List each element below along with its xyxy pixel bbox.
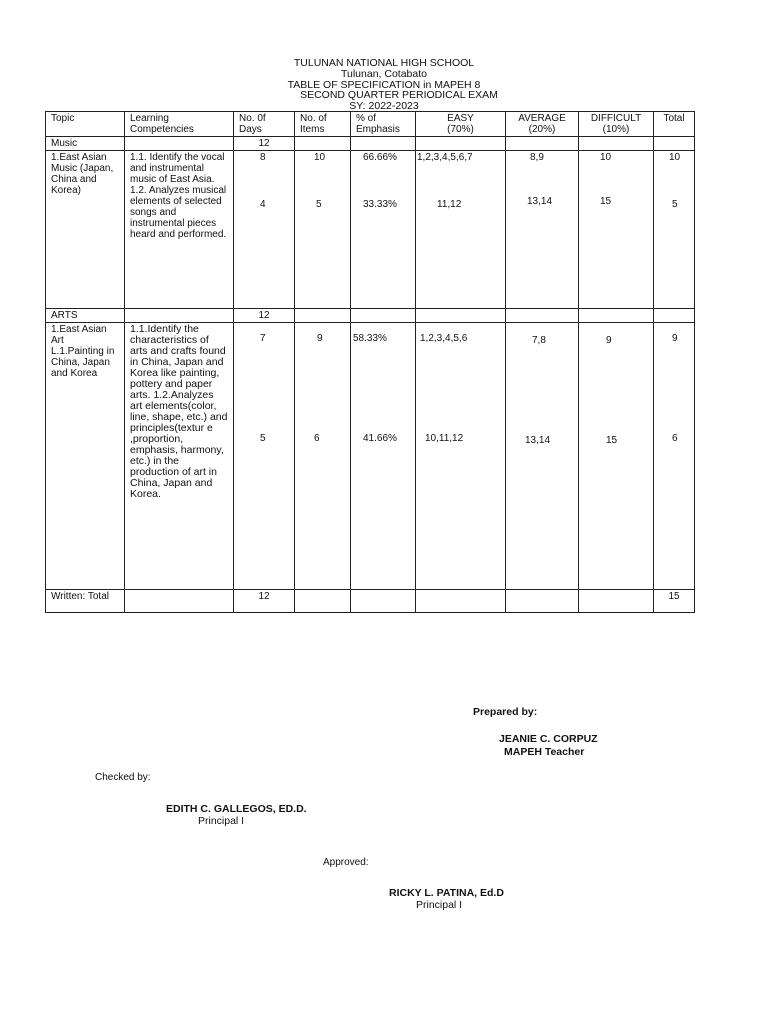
- header-items: No. of Items: [295, 112, 351, 137]
- approved-role: Principal I: [416, 899, 463, 911]
- arts-days: 12: [234, 309, 295, 323]
- music-competency: 1.1. Identify the vocal and instrumental music of East Asia. 1.2. Analyzes musical elements of selected songs and instrumental pieces heard and performed.: [125, 151, 234, 309]
- music-row2-total: 5: [672, 199, 678, 210]
- music-row1-emphasis: 66.66%: [363, 152, 397, 163]
- arts-row1-easy: 1,2,3,4,5,6: [420, 333, 468, 344]
- music-row2-difficult: 15: [600, 196, 612, 207]
- header-days: No. 0f Days: [234, 112, 295, 137]
- music-row1-total: 10: [669, 152, 681, 163]
- header-total: Total: [654, 112, 695, 137]
- arts-row2-items: 6: [314, 433, 320, 444]
- music-row1-days: 8: [260, 152, 266, 163]
- arts-row1-total: 9: [672, 333, 678, 344]
- music-row1-items: 10: [314, 152, 326, 163]
- header-difficult: DIFFICULT (10%): [579, 112, 654, 137]
- arts-label-row: [46, 309, 695, 323]
- arts-competency: 1.1.Identify the characteristics of arts and crafts found in China, Japan and Korea like painting, pottery and paper arts. 1.2.Analyzes art elements(color, line, shape, etc.) and principles(textur e ,proportion, emphasis, harmony, etc.) in the production of art in China, Japan and Korea.: [125, 323, 234, 590]
- music-row2-days: 4: [260, 199, 266, 210]
- music-row2-easy: 11,12: [437, 199, 462, 210]
- written-total-value: 15: [654, 590, 695, 613]
- written-total-label: Written: Total: [46, 590, 125, 613]
- header-topic: Topic: [46, 112, 125, 137]
- music-content-row: [46, 151, 695, 309]
- arts-topic: 1.East Asian Art L.1.Painting in China, Japan and Korea: [46, 323, 125, 590]
- header-average: AVERAGE (20%): [506, 112, 579, 137]
- arts-content-row: [46, 323, 695, 590]
- arts-row1-days: 7: [260, 333, 266, 344]
- arts-row2-days: 5: [260, 433, 266, 444]
- exam-title: SECOND QUARTER PERIODICAL EXAM: [300, 89, 498, 101]
- school-year: SY: 2022-2023: [349, 100, 419, 112]
- header-competencies: Learning Competencies: [125, 112, 234, 137]
- arts-row2-emphasis: 41.66%: [363, 433, 397, 444]
- school-name: TULUNAN NATIONAL HIGH SCHOOL: [293, 57, 475, 69]
- arts-row2-easy: 10,11,12: [425, 433, 464, 444]
- arts-row2-total: 6: [672, 433, 678, 444]
- school-location: Tulunan, Cotabato: [340, 68, 427, 80]
- arts-row1-difficult: 9: [606, 335, 612, 346]
- checked-role: Principal I: [198, 815, 245, 827]
- prepared-name: JEANIE C. CORPUZ: [499, 733, 598, 745]
- music-row2-average: 13,14: [527, 196, 553, 207]
- document-title: TABLE OF SPECIFICATION in MAPEH 8: [287, 79, 481, 91]
- checked-label: Checked by:: [95, 772, 151, 783]
- music-days: 12: [234, 137, 295, 151]
- header-emphasis: % of Emphasis: [351, 112, 416, 137]
- music-row1-difficult: 10: [600, 152, 612, 163]
- written-total-row: [46, 590, 695, 613]
- header-row: [46, 112, 695, 137]
- arts-row1-items: 9: [317, 333, 323, 344]
- arts-row2-difficult: 15: [606, 435, 618, 446]
- arts-row1-average: 7,8: [532, 335, 546, 346]
- arts-row2-average: 13,14: [525, 435, 551, 446]
- arts-row1-emphasis: 58.33%: [353, 333, 387, 344]
- music-label-row: [46, 137, 695, 151]
- music-row2-items: 5: [316, 199, 322, 210]
- music-row1-average: 8,9: [530, 152, 544, 163]
- music-row1-easy: 1,2,3,4,5,6,7: [417, 152, 473, 163]
- specification-table: [45, 111, 695, 613]
- music-topic: 1.East Asian Music (Japan, China and Korea): [46, 151, 125, 309]
- written-total-days: 12: [234, 590, 295, 613]
- prepared-role: MAPEH Teacher: [504, 746, 585, 758]
- header-easy: EASY (70%): [416, 112, 506, 137]
- arts-label: ARTS: [46, 309, 125, 323]
- prepared-label: Prepared by:: [473, 706, 538, 718]
- checked-name: EDITH C. GALLEGOS, ED.D.: [166, 803, 307, 815]
- approved-name: RICKY L. PATINA, Ed.D: [389, 887, 504, 899]
- music-label: Music: [46, 137, 125, 151]
- music-row2-emphasis: 33.33%: [363, 199, 397, 210]
- approved-label: Approved:: [323, 857, 369, 868]
